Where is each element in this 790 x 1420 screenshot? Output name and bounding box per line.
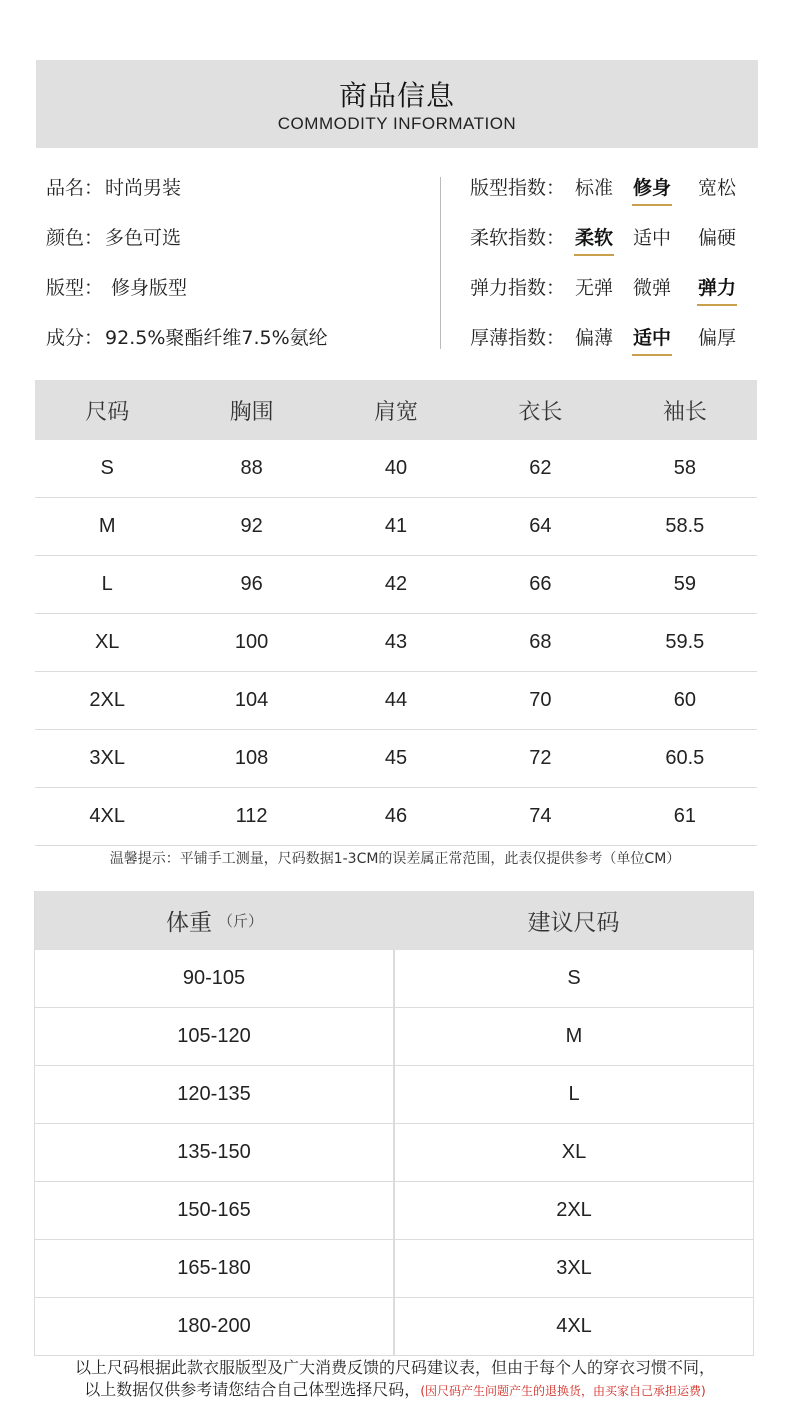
weight-header-label: 体重 — [165, 910, 212, 936]
table-row — [35, 1008, 753, 1066]
index-label: 版型指数： — [470, 177, 566, 199]
table-cell: 72 — [529, 747, 552, 769]
index-label: 弹力指数： — [470, 277, 566, 299]
table-cell: M — [98, 515, 116, 537]
weight-range-cell: 120-135 — [35, 1066, 395, 1123]
recommendation-header — [35, 891, 753, 950]
size-column-header: 肩宽 — [374, 399, 419, 425]
table-row — [35, 788, 757, 846]
index-row — [0, 218, 790, 258]
info-label: 成分： — [46, 327, 104, 349]
table-cell: 41 — [384, 515, 408, 537]
weight-range-cell: 150-165 — [35, 1182, 395, 1239]
index-option: 微弹 — [632, 277, 671, 299]
info-value: 修身版型 — [105, 277, 188, 299]
index-option-selected: 弹力 — [691, 268, 743, 308]
index-label: 厚薄指数： — [470, 327, 566, 349]
index-option: 宽松 — [697, 177, 736, 199]
index-option: 标准 — [574, 177, 613, 199]
measurement-note: 温馨提示：平铺手工测量，尺码数据1-3CM的误差属正常范围，此表仅提供参考（单位CM） — [109, 851, 681, 867]
index-row — [0, 318, 790, 358]
table-cell: 92 — [240, 515, 263, 537]
size-chart-header — [35, 380, 757, 440]
table-cell: 3XL — [89, 747, 125, 769]
info-label: 颜色： — [46, 227, 104, 249]
table-cell: 2XL — [89, 689, 125, 711]
suggested-size-header: 建议尺码 — [527, 910, 620, 936]
footer-line-2 — [0, 1379, 790, 1402]
table-row — [35, 556, 757, 614]
table-cell: 74 — [529, 805, 552, 827]
table-cell: S — [100, 457, 114, 479]
table-cell: 66 — [529, 573, 552, 595]
table-cell: 46 — [384, 805, 408, 827]
table-cell: 100 — [234, 631, 269, 653]
index-option: 偏厚 — [697, 327, 736, 349]
size-recommendation-table — [34, 891, 754, 1356]
index-option-selected: 柔软 — [568, 218, 620, 258]
table-row — [35, 1298, 753, 1356]
table-cell: 104 — [234, 689, 269, 711]
size-chart-table — [35, 380, 757, 846]
table-row — [35, 498, 757, 556]
table-cell: 64 — [529, 515, 552, 537]
table-cell: 42 — [384, 573, 408, 595]
table-cell: 44 — [384, 689, 408, 711]
table-cell: XL — [94, 631, 120, 653]
weight-range-cell: 180-200 — [35, 1298, 395, 1355]
info-label: 品名： — [46, 177, 104, 199]
table-cell: 61 — [673, 805, 696, 827]
table-cell: 88 — [240, 457, 263, 479]
index-option: 适中 — [632, 227, 671, 249]
table-cell: 59.5 — [665, 631, 705, 653]
table-cell: 112 — [235, 805, 268, 827]
table-cell: 45 — [384, 747, 408, 769]
table-cell: 70 — [529, 689, 552, 711]
info-value: 时尚男装 — [105, 177, 182, 199]
index-option: 无弹 — [574, 277, 613, 299]
table-row — [35, 440, 757, 498]
suggested-size-cell: L — [568, 1083, 580, 1105]
footer-line-1: 以上尺码根据此款衣服版型及广大消费反馈的尺码建议表，但由于每个人的穿衣习惯不同， — [74, 1358, 715, 1377]
table-row — [35, 730, 757, 788]
commodity-info-header — [36, 60, 758, 148]
table-cell: L — [101, 573, 113, 595]
table-cell: 43 — [384, 631, 408, 653]
index-row — [0, 268, 790, 308]
index-row — [0, 168, 790, 208]
weight-range-cell: 165-180 — [35, 1240, 395, 1297]
footer-line-2-text: 以上数据仅供参考请您结合自己体型选择尺码， — [84, 1380, 421, 1399]
footer-disclaimer — [0, 1357, 790, 1402]
table-row — [35, 1124, 753, 1182]
table-row — [35, 672, 757, 730]
table-cell: 60.5 — [665, 747, 705, 769]
info-value: 多色可选 — [105, 227, 182, 249]
table-row — [35, 614, 757, 672]
table-row — [35, 1066, 753, 1124]
table-cell: 62 — [529, 457, 552, 479]
weight-header — [35, 891, 394, 950]
size-column-header: 胸围 — [229, 399, 274, 425]
index-option: 偏薄 — [574, 327, 613, 349]
index-option-selected: 修身 — [626, 168, 678, 208]
size-column-header: 袖长 — [662, 399, 707, 425]
info-label: 版型： — [46, 277, 104, 299]
table-cell: 40 — [384, 457, 408, 479]
header-title-cn: 商品信息 — [338, 79, 455, 112]
table-cell: 68 — [529, 631, 552, 653]
table-row — [35, 1240, 753, 1298]
table-cell: 58.5 — [665, 515, 705, 537]
index-option: 偏硬 — [697, 227, 736, 249]
weight-range-cell: 105-120 — [35, 1008, 395, 1065]
table-cell: 58 — [673, 457, 696, 479]
table-cell: 60 — [673, 689, 696, 711]
suggested-size-cell: 2XL — [556, 1199, 592, 1221]
info-value: 92.5%聚酯纤维7.5%氨纶 — [105, 327, 328, 349]
footer-return-note: (因尺码产生问题产生的退换货，由买家自己承担运费) — [420, 1384, 706, 1398]
table-cell: 108 — [234, 747, 269, 769]
size-column-header: 尺码 — [85, 399, 130, 425]
table-row — [35, 1182, 753, 1240]
suggested-size-cell: M — [565, 1025, 583, 1047]
suggested-size-cell: 4XL — [556, 1315, 592, 1337]
table-cell: 4XL — [89, 805, 125, 827]
header-title-en: COMMODITY INFORMATION — [277, 114, 517, 133]
weight-header-unit: （斤） — [217, 912, 263, 930]
size-column-header: 衣长 — [518, 399, 563, 425]
suggested-size-cell: 3XL — [556, 1257, 592, 1279]
weight-range-cell: 90-105 — [35, 950, 395, 1007]
table-cell: 59 — [673, 573, 696, 595]
index-option-selected: 适中 — [626, 318, 678, 358]
suggested-size-cell: S — [567, 967, 581, 989]
product-info-section — [0, 165, 790, 355]
index-label: 柔软指数： — [470, 227, 566, 249]
suggested-size-cell: XL — [561, 1141, 587, 1163]
weight-range-cell: 135-150 — [35, 1124, 395, 1181]
table-cell: 96 — [240, 573, 263, 595]
table-row — [35, 950, 753, 1008]
